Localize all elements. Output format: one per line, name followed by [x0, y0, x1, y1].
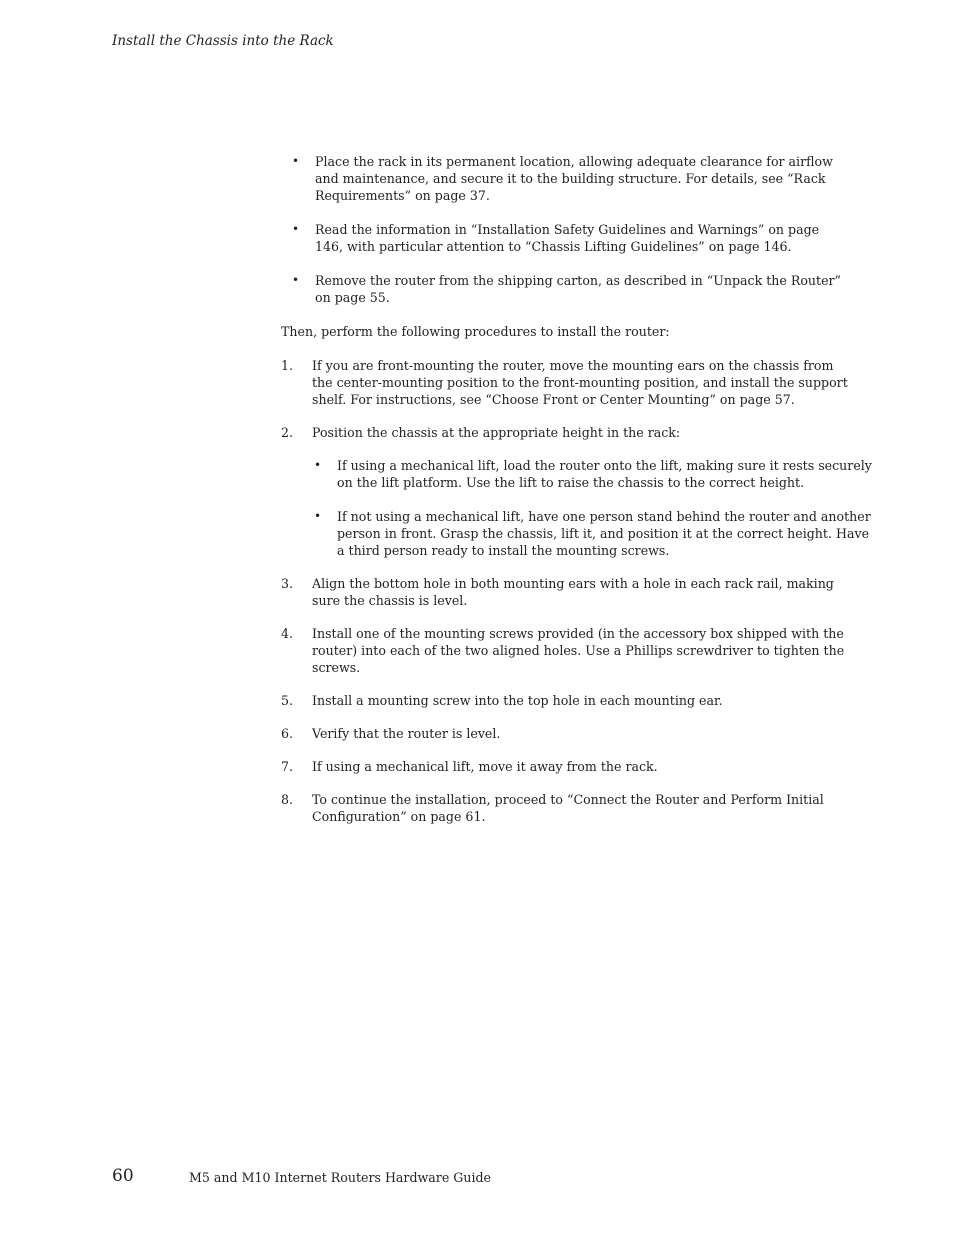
step-8 [281, 791, 851, 825]
book-title: M5 and M10 Internet Routers Hardware Guide [189, 1170, 491, 1185]
bullet-icon: • [314, 458, 322, 472]
list-item-text: If using a mechanical lift, load the router onto the lift, making sure it rests securely on the lift platform. Use the lift to raise the chassis to the correct height. [337, 458, 872, 490]
step-text: To continue the installation, proceed to “Connect the Router and Perform Initial Configuration” on page 61. [312, 792, 824, 824]
step-1 [281, 357, 851, 408]
step-text: If you are front-mounting the router, move the mounting ears on the chassis from the center-mounting position to the front-mounting position, and install the support shelf. For instructions, see “Choose Front or Center Mounting” on page 57. [312, 358, 848, 407]
bullet-icon: • [314, 509, 322, 523]
list-item [281, 221, 851, 255]
step-number: 8. [281, 792, 294, 807]
procedure-intro: Then, perform the following procedures to install the router: [281, 324, 670, 339]
running-header: Install the Chassis into the Rack [112, 33, 334, 49]
step-text: Install a mounting screw into the top hole in each mounting ear. [312, 693, 723, 708]
list-item [281, 272, 851, 306]
bullet-icon: • [292, 222, 300, 236]
procedure-steps [281, 357, 872, 825]
page-number: 60 [112, 1166, 134, 1186]
main-content [281, 153, 872, 841]
step-text: Position the chassis at the appropriate height in the rack: [312, 425, 681, 440]
step-text: Install one of the mounting screws provided (in the accessory box shipped with the router) into each of the two aligned holes. Use a Phillips screwdriver to tighten the screws. [312, 626, 845, 675]
step-text: Verify that the router is level. [312, 726, 501, 741]
step-5 [281, 692, 851, 709]
list-item [312, 508, 877, 559]
list-item-text: Read the information in “Installation Safety Guidelines and Warnings” on page 146, with particular attention to “Chassis Lifting Guidelines” on page 146. [315, 222, 820, 254]
list-item-text: Place the rack in its permanent location, allowing adequate clearance for airflow and maintenance, and secure it to the building structure. For details, see “Rack Requirements” on page 37. [315, 154, 833, 203]
list-item-text: Remove the router from the shipping carton, as described in “Unpack the Router” on page 55. [315, 273, 841, 305]
step-2-options [312, 457, 872, 559]
step-number: 5. [281, 693, 294, 708]
bullet-icon: • [292, 154, 300, 168]
step-number: 6. [281, 726, 294, 741]
step-3 [281, 575, 851, 609]
step-number: 1. [281, 358, 294, 373]
step-4 [281, 625, 851, 676]
step-number: 3. [281, 576, 294, 591]
step-number: 2. [281, 425, 294, 440]
step-6 [281, 725, 851, 742]
step-7 [281, 758, 851, 775]
step-2 [281, 424, 872, 559]
step-number: 4. [281, 626, 294, 641]
step-number: 7. [281, 759, 294, 774]
prerequisite-list [281, 153, 851, 306]
list-item-text: If not using a mechanical lift, have one person stand behind the router and another person in front. Grasp the chassis, lift it, and position it at the correct height. Have a third person ready to install the mounting screws. [337, 509, 871, 558]
list-item [312, 457, 877, 491]
step-text: Align the bottom hole in both mounting ears with a hole in each rack rail, making sure the chassis is level. [312, 576, 834, 608]
step-text: If using a mechanical lift, move it away from the rack. [312, 759, 658, 774]
bullet-icon: • [292, 273, 300, 287]
list-item [281, 153, 851, 204]
